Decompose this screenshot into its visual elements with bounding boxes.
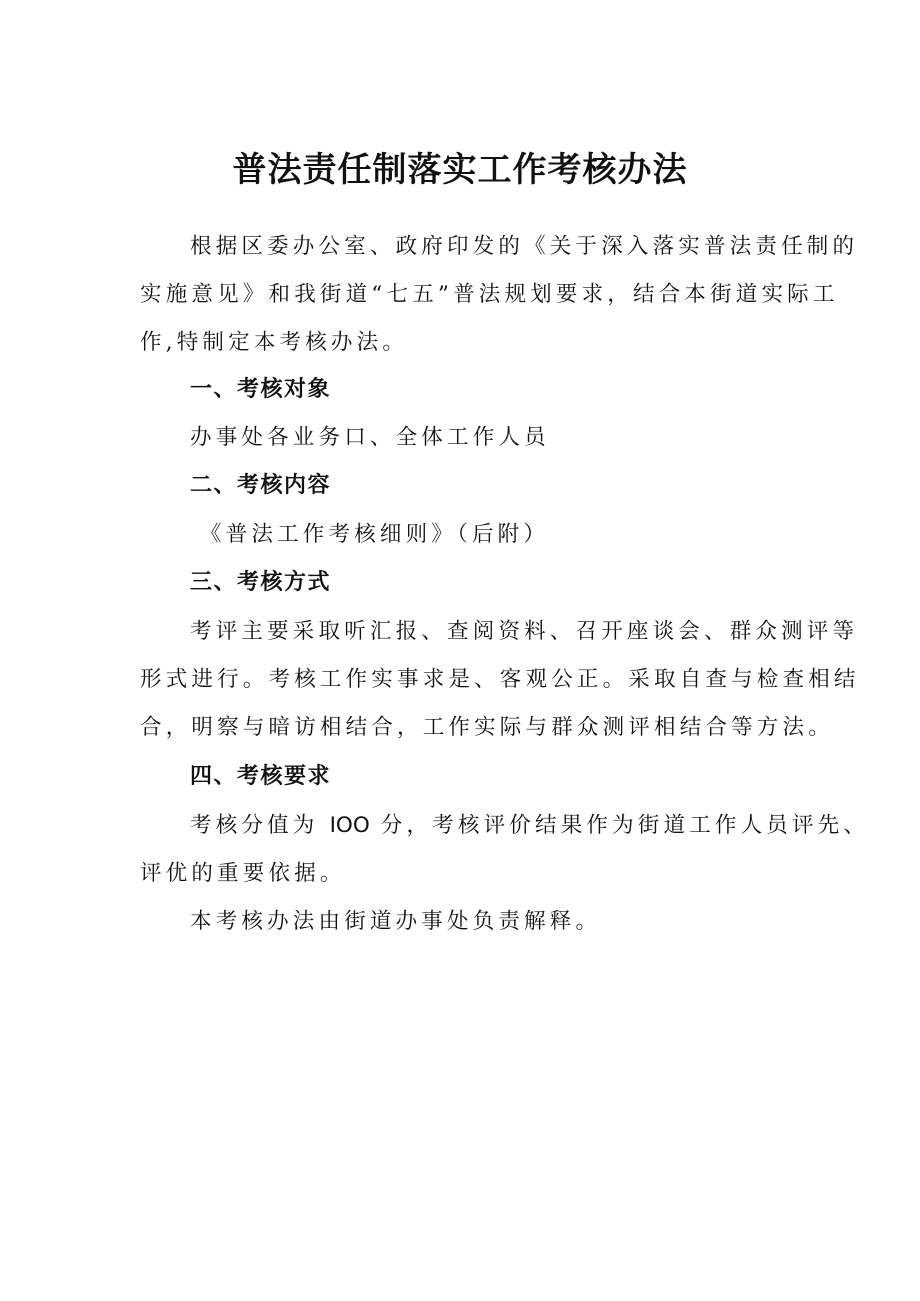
section-4-text-after: 分，考核评价结果作为街道工作人员评先、 — [380, 813, 870, 838]
intro-line-2: 实施意见》和我街道“七五”普法规划要求，结合本街道实际工 — [140, 282, 839, 307]
section-1-content: 办事处各业务口、全体工作人员 — [190, 425, 550, 450]
section-3-line-2: 形式进行。考核工作实事求是、客观公正。采取自查与检查相结 — [140, 667, 860, 692]
section-3-line-3: 合，明察与暗访相结合，工作实际与群众测评相结合等方法。 — [140, 715, 834, 740]
score-value: IOO — [329, 813, 370, 838]
section-3-heading: 三、考核方式 — [190, 570, 332, 595]
section-1-heading: 一、考核对象 — [190, 377, 332, 402]
section-3-line-1: 考评主要采取听汇报、查阅资料、召开座谈会、群众测评等 — [190, 619, 859, 644]
intro-line-1: 根据区委办公室、政府印发的《关于深入落实普法责任制的 — [190, 234, 859, 259]
closing-statement: 本考核办法由街道办事处负责解释。 — [190, 909, 602, 934]
document-title: 普法责任制落实工作考核办法 — [232, 150, 688, 190]
section-2-content: 《普法工作考核细则》（后附） — [200, 522, 550, 547]
section-2-heading: 二、考核内容 — [190, 473, 332, 498]
section-4-line-1 — [190, 811, 869, 841]
section-4-text-before: 考核分值为 — [190, 813, 319, 838]
intro-line-3: 作,特制定本考核办法。 — [140, 330, 409, 355]
section-4-line-2: 评优的重要依据。 — [140, 861, 346, 886]
section-4-heading: 四、考核要求 — [190, 764, 332, 789]
